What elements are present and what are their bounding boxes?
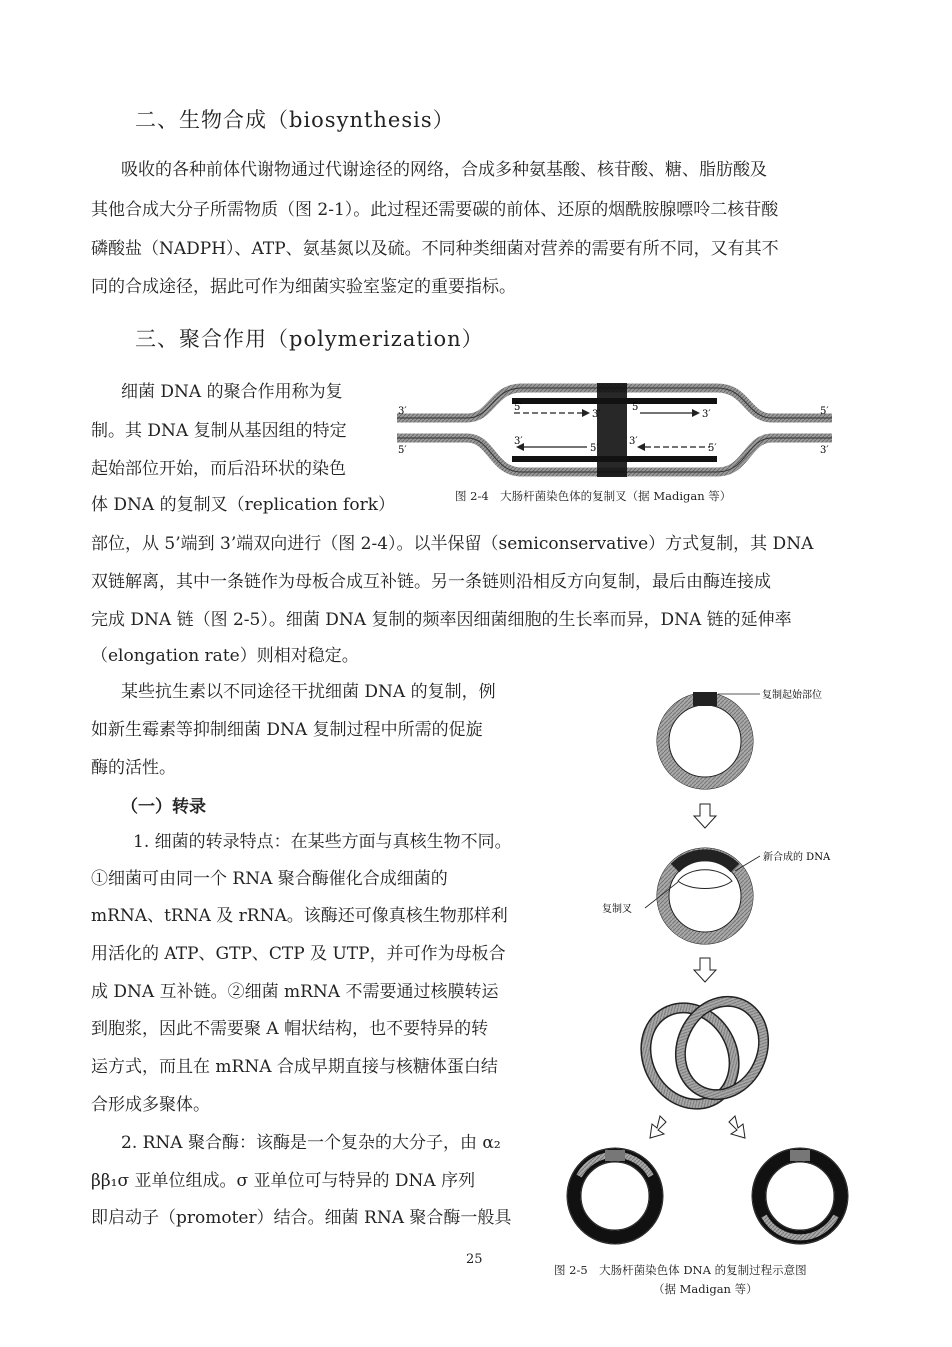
label-3prime: 3′ [592, 409, 601, 420]
text-line: 如新生霉素等抑制细菌 DNA 复制过程中所需的促旋 [91, 720, 483, 740]
label-5prime: 5′ [398, 445, 407, 456]
label-replication-origin: 复制起始部位 [762, 690, 822, 701]
text-line: 双链解离，其中一条链作为母板合成互补链。另一条链则沿相反方向复制，最后由酶连接成 [91, 572, 771, 592]
text-line: 成 DNA 互补链。②细菌 mRNA 不需要通过核膜转运 [91, 982, 499, 1002]
text-line: 体 DNA 的复制叉（replication fork） [91, 495, 395, 515]
label-5prime: 5′ [514, 402, 523, 413]
section-heading-polymerization: 三、聚合作用（polymerization） [135, 327, 484, 351]
text-line: 酶的活性。 [91, 758, 176, 778]
text-line: 完成 DNA 链（图 2-5）。细菌 DNA 复制的频率因细菌细胞的生长率而异，DNA 链的延伸率 [91, 610, 792, 630]
page-number: 25 [466, 1252, 483, 1267]
text-line: 合形成多聚体。 [91, 1095, 210, 1115]
text-line: ①细菌可由同一个 RNA 聚合酶催化合成细菌的 [91, 869, 448, 889]
label-replication-fork: 复制叉 [602, 904, 632, 915]
label-3prime: 3′ [820, 445, 829, 456]
text-line: 到胞浆，因此不需要聚 A 帽状结构，也不要特异的转 [91, 1019, 489, 1039]
label-3prime: 3′ [702, 409, 711, 420]
figure-2-4-caption: 图 2-4 大肠杆菌染色体的复制叉（据 Madigan 等） [455, 489, 732, 503]
text-line: 运方式，而且在 mRNA 合成早期直接与核糖体蛋白结 [91, 1057, 498, 1077]
label-5prime: 5′ [708, 443, 717, 454]
figure-2-4-replication-fork [392, 380, 837, 485]
text-line: 细菌 DNA 的聚合作用称为复 [121, 382, 343, 402]
text-line: 某些抗生素以不同途径干扰细菌 DNA 的复制，例 [121, 682, 496, 702]
text-line: 磷酸盐（NADPH）、ATP、氨基氮以及硫。不同种类细菌对营养的需要有所不同，又有其不 [91, 239, 779, 259]
subsection-heading-transcription: （一）转录 [121, 797, 206, 817]
text-line: 制。其 DNA 复制从基因组的特定 [91, 421, 347, 441]
label-new-dna: 新合成的 DNA [763, 852, 831, 863]
label-3prime: 3′ [629, 436, 638, 447]
text-line: 部位，从 5’端到 3’端双向进行（图 2-4）。以半保留（semiconservative）方式复制，其 DNA [91, 534, 814, 554]
text-line: （elongation rate）则相对稳定。 [91, 646, 359, 666]
label-5prime: 5′ [632, 402, 641, 413]
label-3prime: 3′ [398, 406, 407, 417]
text-line: 同的合成途径，据此可作为细菌实验室鉴定的重要指标。 [91, 277, 516, 297]
text-line: 即启动子（promoter）结合。细菌 RNA 聚合酶一般具 [91, 1208, 512, 1228]
text-line: 2. RNA 聚合酶：该酶是一个复杂的大分子，由 α₂ [121, 1133, 501, 1153]
figure-2-5-replication-process [560, 676, 890, 1256]
text-line: 起始部位开始，而后沿环状的染色 [91, 459, 346, 479]
text-line: 其他合成大分子所需物质（图 2-1）。此过程还需要碳的前体、还原的烟酰胺腺嘌呤二核苷酸 [91, 200, 779, 220]
figure-2-5-caption-source: （据 Madigan 等） [653, 1282, 758, 1296]
text-line: ββ₁σ 亚单位组成。σ 亚单位可与特异的 DNA 序列 [91, 1171, 476, 1191]
text-line: 吸收的各种前体代谢物通过代谢途径的网络，合成多种氨基酸、核苷酸、糖、脂肪酸及 [121, 160, 767, 180]
label-3prime: 3′ [514, 436, 523, 447]
section-heading-biosynthesis: 二、生物合成（biosynthesis） [135, 108, 455, 132]
figure-2-5-caption: 图 2-5 大肠杆菌染色体 DNA 的复制过程示意图 [554, 1263, 807, 1277]
text-line: mRNA、tRNA 及 rRNA。该酶还可像真核生物那样利 [91, 906, 508, 926]
text-line: 1. 细菌的转录特点：在某些方面与真核生物不同。 [133, 832, 512, 852]
label-5prime: 5′ [820, 406, 829, 417]
label-5prime: 5′ [590, 443, 599, 454]
text-line: 用活化的 ATP、GTP、CTP 及 UTP，并可作为母板合 [91, 944, 506, 964]
